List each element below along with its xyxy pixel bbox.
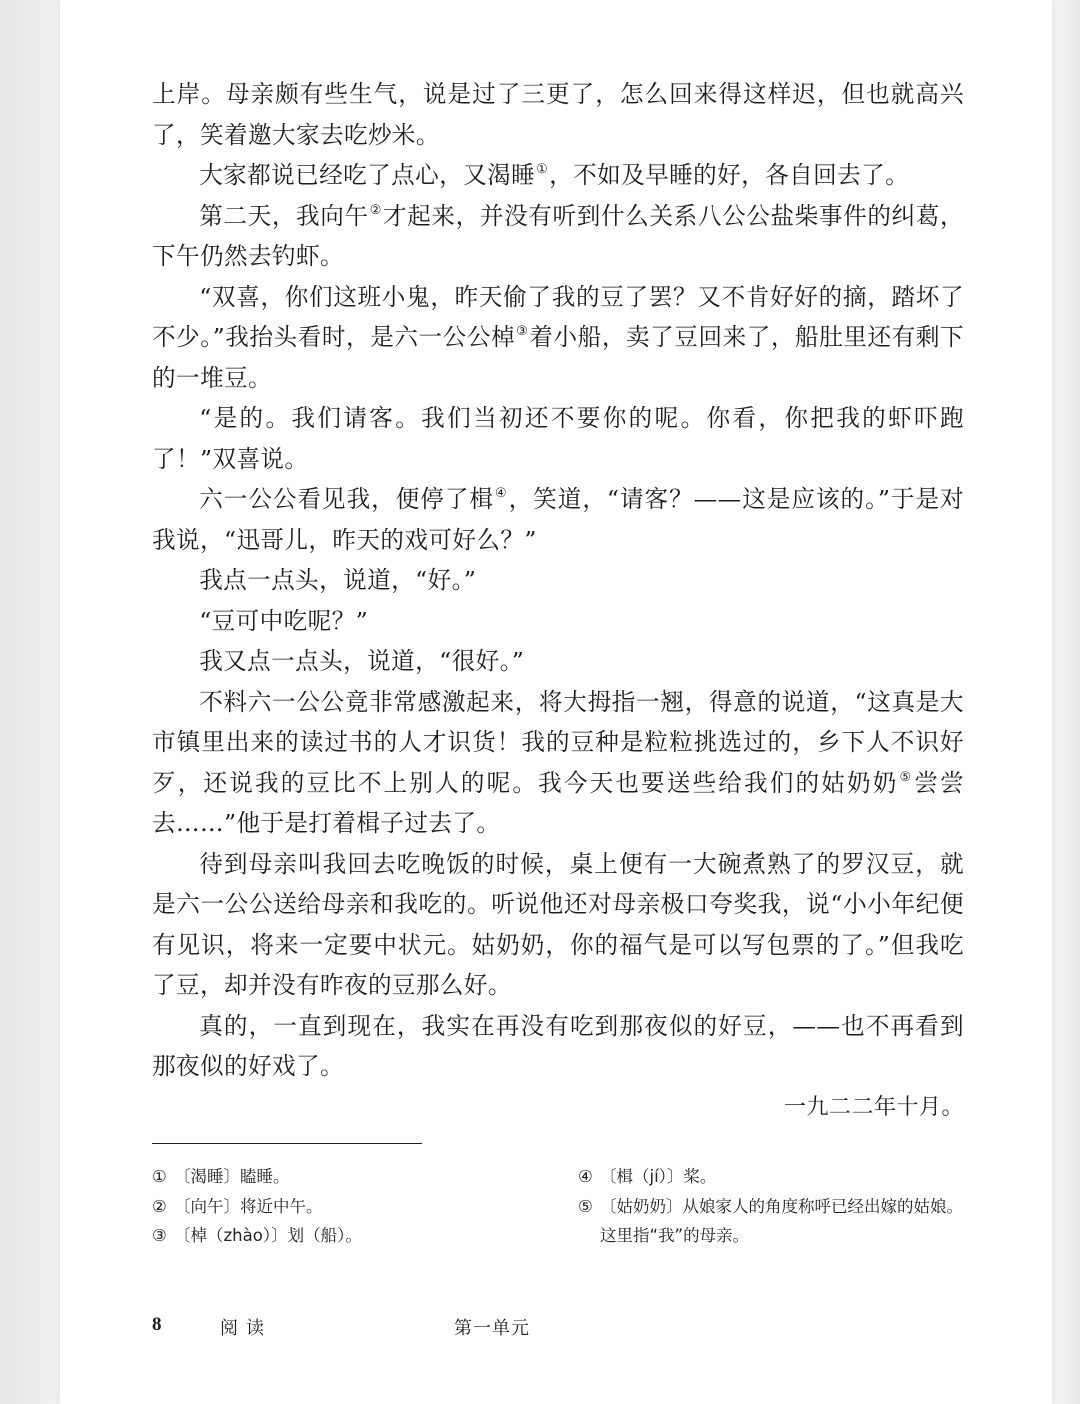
page-number: 8 <box>152 1314 162 1335</box>
footnote-marker[interactable]: ④ <box>495 486 508 501</box>
section-label: 阅读 <box>220 1318 272 1339</box>
viewer-right-margin <box>1052 0 1080 1404</box>
footnote-marker[interactable]: ③ <box>516 324 529 339</box>
footnote: ⑤ 〔姑奶奶〕从娘家人的角度称呼已经出嫁的姑娘。这里指“我”的母亲。 <box>578 1196 963 1245</box>
footnote: ③ 〔棹（zhào）〕划（船）。 <box>152 1226 362 1245</box>
footnote: ④ 〔楫（jí）〕桨。 <box>578 1167 717 1186</box>
footnote-divider <box>152 1143 422 1144</box>
date-signature: 一九二二年十月。 <box>783 1095 964 1120</box>
footnote-marker[interactable]: ② <box>369 202 382 218</box>
viewer-left-margin <box>0 0 60 1404</box>
paragraph: 第二天，我向午②才起来，并没有听到什么关系八公公盐柴事件的纠葛，下午仍然去钓虾。 <box>152 201 964 270</box>
footnotes-left-column <box>152 1162 552 1251</box>
paragraph: “是的。我们请客。我们当初还不要你的呢。你看，你把我的虾吓跑了！”双喜说。 <box>152 404 964 473</box>
book-page <box>60 0 1052 1404</box>
paragraph: 上岸。母亲颇有些生气，说是过了三更了，怎么回来得这样迟，但也就高兴了，笑着邀大家去吃炒米。 <box>152 80 964 149</box>
footnotes-right-column <box>578 1162 968 1251</box>
footnote: ② 〔向午〕将近中午。 <box>152 1196 323 1216</box>
unit-label: 第一单元 <box>454 1318 530 1339</box>
footnote-marker[interactable]: ⑤ <box>899 769 914 785</box>
paragraph: “双喜，你们这班小鬼，昨天偷了我的豆了罢？又不肯好好的摘，踏坏了不少。”我抬头看时，是六一公公棹③着小船，卖了豆回来了，船肚里还有剩下的一堆豆。 <box>152 282 964 392</box>
paragraph: 待到母亲叫我回去吃晚饭的时候，桌上便有一大碗煮熟了的罗汉豆，就是六一公公送给母亲和我吃的。听说他还对母亲极口夸奖我，说“小小年纪便有见识，将来一定要中状元。姑奶奶，你的福气是可以写包票的了。”但我吃了豆，却并没有昨夜的豆那么好。 <box>152 849 964 999</box>
main-text <box>152 74 964 1087</box>
paragraph: 大家都说已经吃了点心，又渴睡①，不如及早睡的好，各自回去了。 <box>199 161 910 189</box>
paragraph: “豆可中吃呢？” <box>199 606 369 635</box>
paragraph: 不料六一公公竟非常感激起来，将大拇指一翘，得意的说道，“这真是大市镇里出来的读过书的人才识货！我的豆种是粒粒挑选过的，乡下人不识好歹，还说我的豆比不上别人的呢。我今天也要送些给我们的姑奶奶⑤尝尝去……”他于是打着楫子过去了。 <box>152 687 964 837</box>
footnote: ① 〔渴睡〕瞌睡。 <box>152 1167 290 1186</box>
paragraph: 我点一点头，说道，“好。” <box>199 566 477 594</box>
paragraph: 我又点一点头，说道，“很好。” <box>199 647 525 675</box>
paragraph: 六一公公看见我，便停了楫④，笑道，“请客？——这是应该的。”于是对我说，“迅哥儿，昨天的戏可好么？” <box>152 485 964 554</box>
paragraph: 真的，一直到现在，我实在再没有吃到那夜似的好豆，——也不再看到那夜似的好戏了。 <box>152 1011 964 1080</box>
footnote-marker[interactable]: ① <box>536 162 549 177</box>
